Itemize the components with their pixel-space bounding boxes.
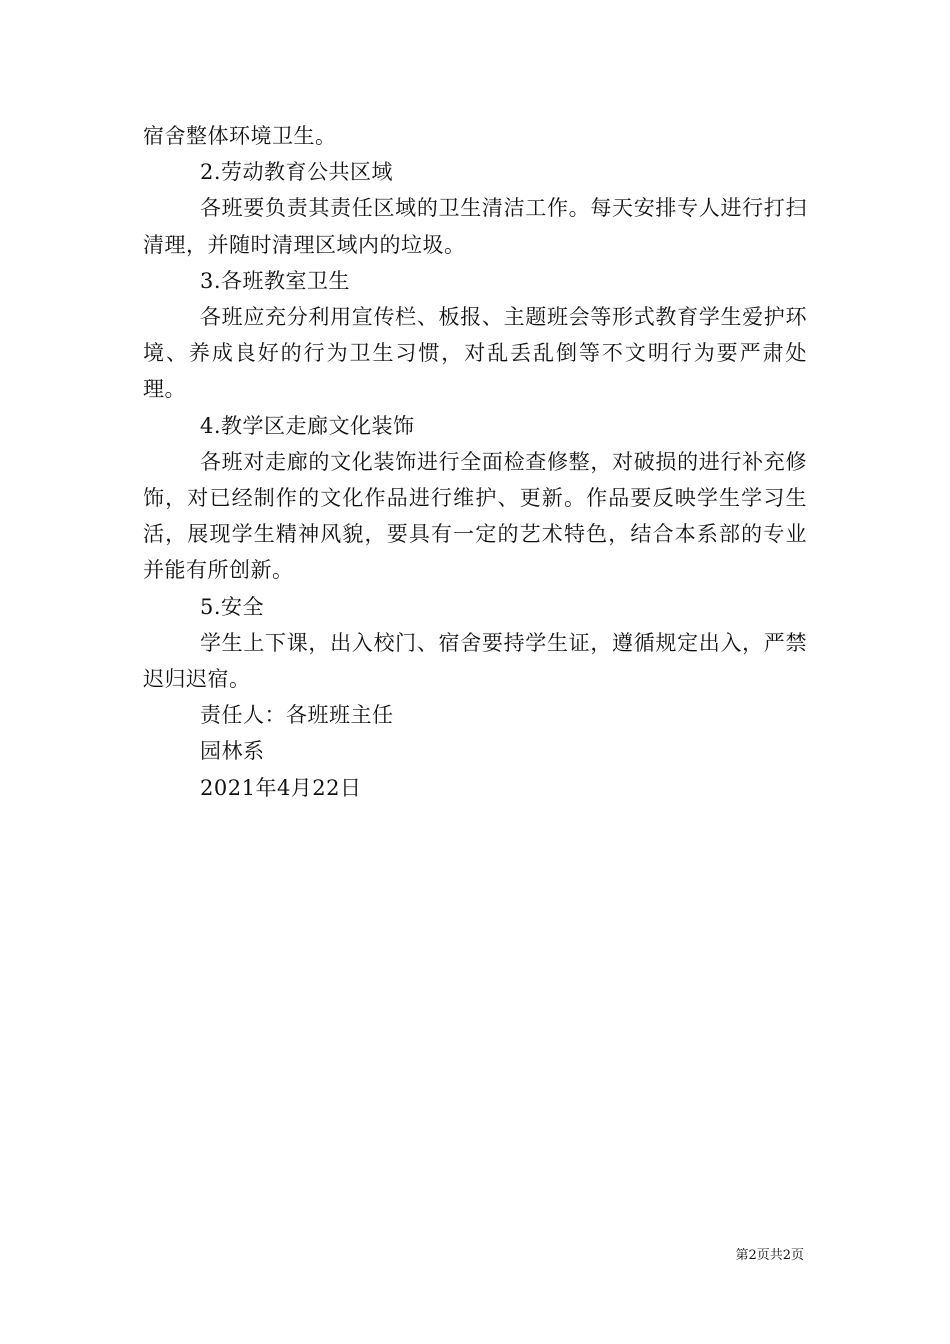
- heading-safety: 5.安全: [200, 594, 265, 619]
- paragraph-continuation: 宿舍整体环境卫生。: [143, 124, 337, 148]
- paragraph-classroom-hygiene: 各班应充分利用宣传栏、板报、主题班会等形式教育学生爱护环境、养成良好的行为卫生习惯，对乱丢乱倒等不文明行为要严肃处理。: [143, 305, 807, 402]
- paragraph-corridor-decoration: 各班对走廊的文化装饰进行全面检查修整，对破损的进行补充修饰，对已经制作的文化作品进行维护、更新。作品要反映学生学习生活，展现学生精神风貌，要具有一定的艺术特色，结合本系部的专业并能有所创新。: [143, 449, 807, 583]
- document-body: [143, 118, 807, 806]
- page-number-footer: 第2页共2页: [735, 1248, 804, 1263]
- heading-labor-public-area: 2.劳动教育公共区域: [200, 160, 394, 185]
- heading-corridor-decoration: 4.教学区走廊文化装饰: [200, 413, 415, 438]
- paragraph-labor-public-area: 各班要负责其责任区域的卫生清洁工作。每天安排专人进行打扫清理，并随时清理区域内的垃圾。: [143, 196, 807, 257]
- paragraph-safety: 学生上下课，出入校门、宿舍要持学生证，遵循规定出入，严禁迟归迟宿。: [143, 630, 807, 692]
- department-name: 园林系: [200, 739, 265, 764]
- heading-classroom-hygiene: 3.各班教室卫生: [200, 268, 351, 293]
- responsible-person: 责任人：各班班主任: [200, 703, 394, 728]
- document-date: 2021年4月22日: [200, 775, 362, 800]
